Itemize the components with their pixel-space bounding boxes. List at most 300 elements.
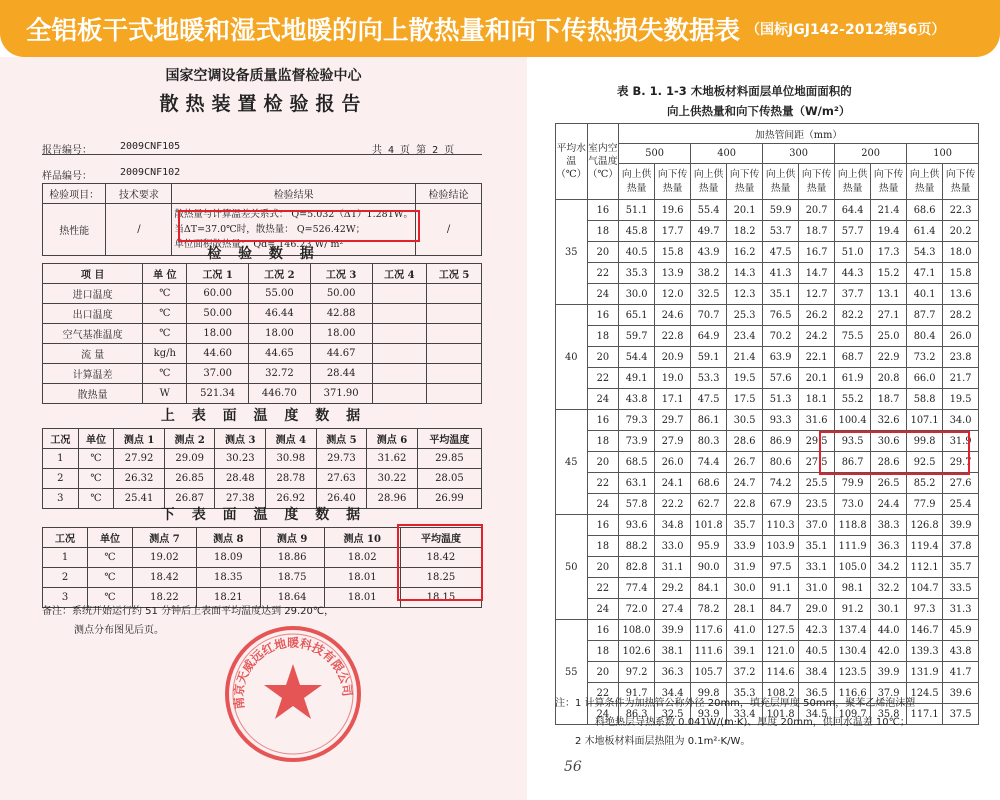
table-cell: 97.5 xyxy=(763,557,799,578)
room-temp-cell: 22 xyxy=(587,683,619,704)
table-cell: ℃ xyxy=(88,588,133,608)
table-cell: 42.88 xyxy=(310,304,372,324)
table-cell: 91.7 xyxy=(619,683,655,704)
table-row xyxy=(556,305,979,326)
table-cell: 17.5 xyxy=(727,389,763,410)
table-cell: 21.7 xyxy=(943,368,979,389)
table-cell: 18.00 xyxy=(310,324,372,344)
table-cell: 33.1 xyxy=(799,557,835,578)
table-cell: ℃ xyxy=(143,324,187,344)
table-cell: 108.0 xyxy=(619,620,655,641)
table-cell: 126.8 xyxy=(907,515,943,536)
table-row xyxy=(556,284,979,305)
table-row xyxy=(556,389,979,410)
table-cell: 521.34 xyxy=(187,384,249,404)
table-cell: 108.2 xyxy=(763,683,799,704)
table-row xyxy=(556,242,979,263)
table-cell: 103.9 xyxy=(763,536,799,557)
table-cell: 2 xyxy=(43,469,79,489)
table-cell: 32.5 xyxy=(691,284,727,305)
table-cell: 31.3 xyxy=(943,599,979,620)
table-cell: 86.1 xyxy=(691,410,727,431)
room-temp-cell: 22 xyxy=(587,473,619,494)
table-cell: 12.7 xyxy=(799,284,835,305)
table-cell: 出口温度 xyxy=(43,304,143,324)
table-cell: 117.1 xyxy=(907,704,943,725)
table-cell: 20.2 xyxy=(943,221,979,242)
table-cell: 2 xyxy=(43,568,88,588)
room-temp-cell: 24 xyxy=(587,494,619,515)
upper-header-row xyxy=(43,429,482,449)
table-row xyxy=(556,473,979,494)
room-temp-cell: 24 xyxy=(587,284,619,305)
table-cell: 35.1 xyxy=(763,284,799,305)
table-cell: 70.7 xyxy=(691,305,727,326)
table-cell: 41.0 xyxy=(727,620,763,641)
table-cell: 98.1 xyxy=(835,578,871,599)
up-header: 向上供热量 xyxy=(907,164,943,200)
page-count: 共 4 页 第 2 页 xyxy=(372,145,455,156)
table-cell: 43.9 xyxy=(691,242,727,263)
table-cell: 43.8 xyxy=(619,389,655,410)
heat-flux-table xyxy=(555,123,979,725)
room-temp-cell: 24 xyxy=(587,704,619,725)
table-cell: 19.02 xyxy=(133,548,197,568)
table-cell: 30.0 xyxy=(619,284,655,305)
table-cell: 109.7 xyxy=(835,704,871,725)
table-cell: 90.0 xyxy=(691,557,727,578)
table-cell: 37.8 xyxy=(943,536,979,557)
table-cell: 18.2 xyxy=(727,221,763,242)
data-table xyxy=(42,263,482,404)
table-cell: ℃ xyxy=(78,489,114,509)
water-temp-cell: 45 xyxy=(556,410,588,515)
room-temp-cell: 24 xyxy=(587,599,619,620)
table-cell: 70.2 xyxy=(763,326,799,347)
table-cell: ℃ xyxy=(143,364,187,384)
room-temp-cell: 16 xyxy=(587,620,619,641)
thermal-concl: / xyxy=(416,204,482,256)
table-cell: 43.8 xyxy=(943,641,979,662)
up-header: 向上供热量 xyxy=(619,164,655,200)
table-cell: 22.2 xyxy=(655,494,691,515)
table-cell: 124.5 xyxy=(907,683,943,704)
upper-temp-table xyxy=(42,428,482,509)
spacing-value: 200 xyxy=(835,144,907,164)
table-cell: 31.62 xyxy=(367,449,418,469)
table-cell: 31.1 xyxy=(655,557,691,578)
table-cell: 27.92 xyxy=(114,449,165,469)
water-temp-cell: 50 xyxy=(556,515,588,620)
table-cell: 19.5 xyxy=(727,368,763,389)
table-cell: 18.64 xyxy=(260,588,324,608)
room-temp-cell: 16 xyxy=(587,410,619,431)
table-cell: 33.0 xyxy=(655,536,691,557)
table-cell: 20.7 xyxy=(799,200,835,221)
table-cell: 21.4 xyxy=(871,200,907,221)
col-result: 检验结果 xyxy=(172,184,416,204)
table-cell: 55.2 xyxy=(835,389,871,410)
table-cell: 22.8 xyxy=(655,326,691,347)
room-temp-cell: 22 xyxy=(587,263,619,284)
head-row-1 xyxy=(556,124,979,144)
table-cell: 32.6 xyxy=(871,410,907,431)
table-cell: 39.1 xyxy=(727,641,763,662)
table-cell: 91.1 xyxy=(763,578,799,599)
table-cell: 20.1 xyxy=(799,368,835,389)
table-cell: 101.8 xyxy=(763,704,799,725)
table-cell: 40.5 xyxy=(799,641,835,662)
divider xyxy=(42,154,482,155)
table-cell: 23.8 xyxy=(943,347,979,368)
table-cell: 29.5 xyxy=(799,431,835,452)
highlight-lower-avg xyxy=(397,524,483,601)
table-row xyxy=(556,410,979,431)
table-cell: 92.5 xyxy=(907,452,943,473)
table-cell: 57.6 xyxy=(763,368,799,389)
header-cell: 单位 xyxy=(88,528,133,548)
table-cell: 51.3 xyxy=(763,389,799,410)
room-temp-cell: 16 xyxy=(587,305,619,326)
thermal-label: 热性能 xyxy=(43,204,106,256)
table-cell: 27.1 xyxy=(871,305,907,326)
thermal-req: / xyxy=(106,204,172,256)
table-row xyxy=(43,469,482,489)
table-cell: ℃ xyxy=(143,304,187,324)
table-cell: 36.5 xyxy=(799,683,835,704)
table-cell: 13.9 xyxy=(655,263,691,284)
table-cell: 118.8 xyxy=(835,515,871,536)
table-caption-2: 向上供热量和向下传热量（W/m²） xyxy=(667,104,851,118)
header-cell: 测点 1 xyxy=(114,429,165,449)
table-cell: 97.2 xyxy=(619,662,655,683)
table-cell: ℃ xyxy=(88,548,133,568)
table-cell: 99.8 xyxy=(907,431,943,452)
table-cell: 20.1 xyxy=(727,200,763,221)
table-cell: 50.00 xyxy=(187,304,249,324)
header-cell: 测点 8 xyxy=(196,528,260,548)
table-row xyxy=(556,221,979,242)
header-cell: 测点 2 xyxy=(164,429,215,449)
room-temp-cell: 20 xyxy=(587,242,619,263)
table-cell: 35.3 xyxy=(727,683,763,704)
table-cell: 47.5 xyxy=(691,389,727,410)
table-cell: 18.00 xyxy=(187,324,249,344)
data-title: 检 验 数 据 xyxy=(207,246,320,262)
table-cell: 54.4 xyxy=(619,347,655,368)
table-cell: 15.8 xyxy=(655,242,691,263)
table-cell: 67.9 xyxy=(763,494,799,515)
table-cell: 18.00 xyxy=(249,324,311,344)
table-cell: 37.00 xyxy=(187,364,249,384)
table-cell: 23.5 xyxy=(799,494,835,515)
table-cell: 33.5 xyxy=(943,578,979,599)
table-cell: 87.7 xyxy=(907,305,943,326)
table-cell: 28.1 xyxy=(727,599,763,620)
table-cell: 16.7 xyxy=(799,242,835,263)
highlight-45c xyxy=(819,431,970,475)
table-cell: 15.2 xyxy=(871,263,907,284)
room-temp-cell: 18 xyxy=(587,641,619,662)
table-cell: 47.1 xyxy=(907,263,943,284)
table-cell: 74.4 xyxy=(691,452,727,473)
table-cell: 18.7 xyxy=(871,389,907,410)
table-cell: 34.8 xyxy=(655,515,691,536)
table-cell: 121.0 xyxy=(763,641,799,662)
table-cell: 13.6 xyxy=(943,284,979,305)
table-cell: 75.5 xyxy=(835,326,871,347)
table-cell: 14.3 xyxy=(727,263,763,284)
table-cell: 18.02 xyxy=(324,548,400,568)
page-number: 56 xyxy=(564,759,582,775)
table-cell: 40.5 xyxy=(619,242,655,263)
table-cell: 37.0 xyxy=(799,515,835,536)
up-header: 向上供热量 xyxy=(763,164,799,200)
table-cell: 26.0 xyxy=(655,452,691,473)
table-cell: 34.0 xyxy=(943,410,979,431)
table-cell: 88.2 xyxy=(619,536,655,557)
table-cell: 36.3 xyxy=(871,536,907,557)
table-cell: 74.2 xyxy=(763,473,799,494)
table-cell: 38.3 xyxy=(871,515,907,536)
sample-no: 2009CNF102 xyxy=(120,167,181,178)
table-cell: 82.2 xyxy=(835,305,871,326)
table-cell: 117.6 xyxy=(691,620,727,641)
empty-cell xyxy=(427,384,482,404)
table-cell: 72.0 xyxy=(619,599,655,620)
table-cell: 53.3 xyxy=(691,368,727,389)
table-cell: 1 xyxy=(43,449,79,469)
table-cell: 37.5 xyxy=(943,704,979,725)
table-cell: 26.40 xyxy=(316,489,367,509)
table-cell: 16.2 xyxy=(727,242,763,263)
table-cell: 127.5 xyxy=(763,620,799,641)
table-cell: 42.0 xyxy=(871,641,907,662)
table-cell: 57.8 xyxy=(619,494,655,515)
table-cell: 进口温度 xyxy=(43,284,143,304)
table-cell: 84.7 xyxy=(763,599,799,620)
table-cell: 38.2 xyxy=(691,263,727,284)
table-cell: 55.00 xyxy=(249,284,311,304)
table-cell: 28.44 xyxy=(310,364,372,384)
table-row xyxy=(43,344,482,364)
table-cell: 26.92 xyxy=(266,489,317,509)
table-cell: 18.0 xyxy=(943,242,979,263)
table-cell: 37.7 xyxy=(835,284,871,305)
col-item: 检验项目： xyxy=(43,184,106,204)
table-cell: 77.4 xyxy=(619,578,655,599)
table-row xyxy=(556,515,979,536)
empty-cell xyxy=(372,284,427,304)
report-org: 国家空调设备质量监督检验中心 xyxy=(165,68,362,84)
header-cell: 工况 xyxy=(43,429,79,449)
table-cell: 65.1 xyxy=(619,305,655,326)
table-cell: 29.7 xyxy=(943,452,979,473)
table-cell: 33.9 xyxy=(727,536,763,557)
table-cell: 13.1 xyxy=(871,284,907,305)
table-cell: 18.01 xyxy=(324,588,400,608)
table-cell: 73.0 xyxy=(835,494,871,515)
down-header: 向下传热量 xyxy=(871,164,907,200)
room-temp-cell: 18 xyxy=(587,326,619,347)
table-cell: 29.0 xyxy=(799,599,835,620)
table-cell: 25.3 xyxy=(727,305,763,326)
sample-no-label: 样品编号： xyxy=(42,171,92,182)
header-cell: 工况 4 xyxy=(372,264,427,284)
table-cell: 146.7 xyxy=(907,620,943,641)
table-cell: 30.0 xyxy=(727,578,763,599)
table-row xyxy=(43,324,482,344)
table-cell: 29.85 xyxy=(417,449,481,469)
header-cell: 测点 3 xyxy=(215,429,266,449)
col-concl: 检验结论 xyxy=(416,184,482,204)
table-cell: 84.1 xyxy=(691,578,727,599)
table-cell: 44.65 xyxy=(249,344,311,364)
table-cell: 51.0 xyxy=(835,242,871,263)
table-cell: 68.5 xyxy=(619,452,655,473)
table-cell: 105.0 xyxy=(835,557,871,578)
table-cell: 371.90 xyxy=(310,384,372,404)
table-cell: 20.9 xyxy=(655,347,691,368)
room-temp-cell: 18 xyxy=(587,431,619,452)
table-cell: 18.25 xyxy=(400,568,481,588)
table-cell: 31.9 xyxy=(943,431,979,452)
table-cell: 22.8 xyxy=(727,494,763,515)
table-cell: 102.6 xyxy=(619,641,655,662)
empty-cell xyxy=(427,324,482,344)
table-cell: 93.5 xyxy=(835,431,871,452)
table-cell: 30.22 xyxy=(367,469,418,489)
table-cell: 12.3 xyxy=(727,284,763,305)
header-cell: 测点 6 xyxy=(367,429,418,449)
table-cell: 93.9 xyxy=(691,704,727,725)
col-req: 技术要求 xyxy=(106,184,172,204)
table-cell: 105.7 xyxy=(691,662,727,683)
table-cell: 58.8 xyxy=(907,389,943,410)
table-cell: 19.0 xyxy=(655,368,691,389)
table-cell: 27.38 xyxy=(215,489,266,509)
up-header: 向上供热量 xyxy=(835,164,871,200)
table-row xyxy=(556,557,979,578)
table-cell: 26.2 xyxy=(799,305,835,326)
table-cell: 19.6 xyxy=(655,200,691,221)
table-cell: 17.7 xyxy=(655,221,691,242)
standard-notes xyxy=(555,694,995,751)
table-cell: 24.6 xyxy=(655,305,691,326)
table-cell: 78.2 xyxy=(691,599,727,620)
table-cell: 39.6 xyxy=(943,683,979,704)
table-cell: 27.4 xyxy=(655,599,691,620)
header-cell: 测点 9 xyxy=(260,528,324,548)
table-cell: 27.9 xyxy=(655,431,691,452)
table-cell: 25.0 xyxy=(871,326,907,347)
table-cell: kg/h xyxy=(143,344,187,364)
table-cell: 31.0 xyxy=(799,578,835,599)
table-cell: 50.00 xyxy=(310,284,372,304)
table-cell: 15.8 xyxy=(943,263,979,284)
header-cell: 工况 1 xyxy=(187,264,249,284)
room-temp-cell: 18 xyxy=(587,536,619,557)
table-cell: 68.6 xyxy=(691,473,727,494)
water-temp-header: 平均水温（℃） xyxy=(556,124,588,200)
table-cell: 49.7 xyxy=(691,221,727,242)
room-temp-cell: 24 xyxy=(587,389,619,410)
note-line-1: 备注：系统开始运行约 51 分钟后上表面平均温度达到 29.20℃， xyxy=(42,606,335,617)
table-cell: 44.0 xyxy=(871,620,907,641)
table-cell: 80.4 xyxy=(907,326,943,347)
table-cell: 107.1 xyxy=(907,410,943,431)
table-cell: 27.6 xyxy=(943,473,979,494)
table-cell: 59.7 xyxy=(619,326,655,347)
table-cell: 35.3 xyxy=(619,263,655,284)
header-cell: 工况 5 xyxy=(427,264,482,284)
empty-cell xyxy=(372,364,427,384)
table-row xyxy=(556,578,979,599)
standard-page xyxy=(527,57,1000,800)
table-cell: 139.3 xyxy=(907,641,943,662)
table-cell: 131.9 xyxy=(907,662,943,683)
table-cell: 29.2 xyxy=(655,578,691,599)
table-cell: 21.4 xyxy=(727,347,763,368)
table-cell: 17.3 xyxy=(871,242,907,263)
header-cell: 测点 10 xyxy=(324,528,400,548)
table-cell: 散热量 xyxy=(43,384,143,404)
header-cell: 测点 7 xyxy=(133,528,197,548)
table-cell: 18.42 xyxy=(133,568,197,588)
empty-cell xyxy=(372,304,427,324)
report-no-label: 报告编号： xyxy=(42,145,92,156)
table-cell: 97.3 xyxy=(907,599,943,620)
table-cell: 30.23 xyxy=(215,449,266,469)
table-cell: 112.1 xyxy=(907,557,943,578)
table-cell: 26.99 xyxy=(417,489,481,509)
table-row xyxy=(556,641,979,662)
table-cell: 99.8 xyxy=(691,683,727,704)
empty-cell xyxy=(427,284,482,304)
table-cell: 39.9 xyxy=(871,662,907,683)
table-cell: 27.5 xyxy=(799,452,835,473)
table-cell: 26.32 xyxy=(114,469,165,489)
table-cell: 37.2 xyxy=(727,662,763,683)
table-cell: 77.9 xyxy=(907,494,943,515)
head-row-3 xyxy=(556,164,979,200)
table-cell: 35.7 xyxy=(727,515,763,536)
table-cell: 95.9 xyxy=(691,536,727,557)
header-cell: 工况 3 xyxy=(310,264,372,284)
table-cell: 111.9 xyxy=(835,536,871,557)
table-cell: 104.7 xyxy=(907,578,943,599)
empty-cell xyxy=(372,344,427,364)
spacing-value: 400 xyxy=(691,144,763,164)
table-cell: 18.42 xyxy=(400,548,481,568)
table-cell: 35.1 xyxy=(799,536,835,557)
table-cell: 42.3 xyxy=(799,620,835,641)
result-line-1: 散热量与计算温差关系式： Q=5.032（ΔT）1.281W。 xyxy=(174,209,413,220)
table-cell: 101.8 xyxy=(691,515,727,536)
table-cell: 18.75 xyxy=(260,568,324,588)
header-cell: 单位 xyxy=(78,429,114,449)
title-banner xyxy=(0,0,1000,57)
table-cell: 123.5 xyxy=(835,662,871,683)
table-cell: 93.6 xyxy=(619,515,655,536)
room-temp-cell: 22 xyxy=(587,578,619,599)
table-cell: 137.4 xyxy=(835,620,871,641)
room-temp-cell: 18 xyxy=(587,221,619,242)
table-cell: 41.3 xyxy=(763,263,799,284)
header-cell: 测点 4 xyxy=(266,429,317,449)
table-row xyxy=(556,662,979,683)
table-cell: 53.7 xyxy=(763,221,799,242)
